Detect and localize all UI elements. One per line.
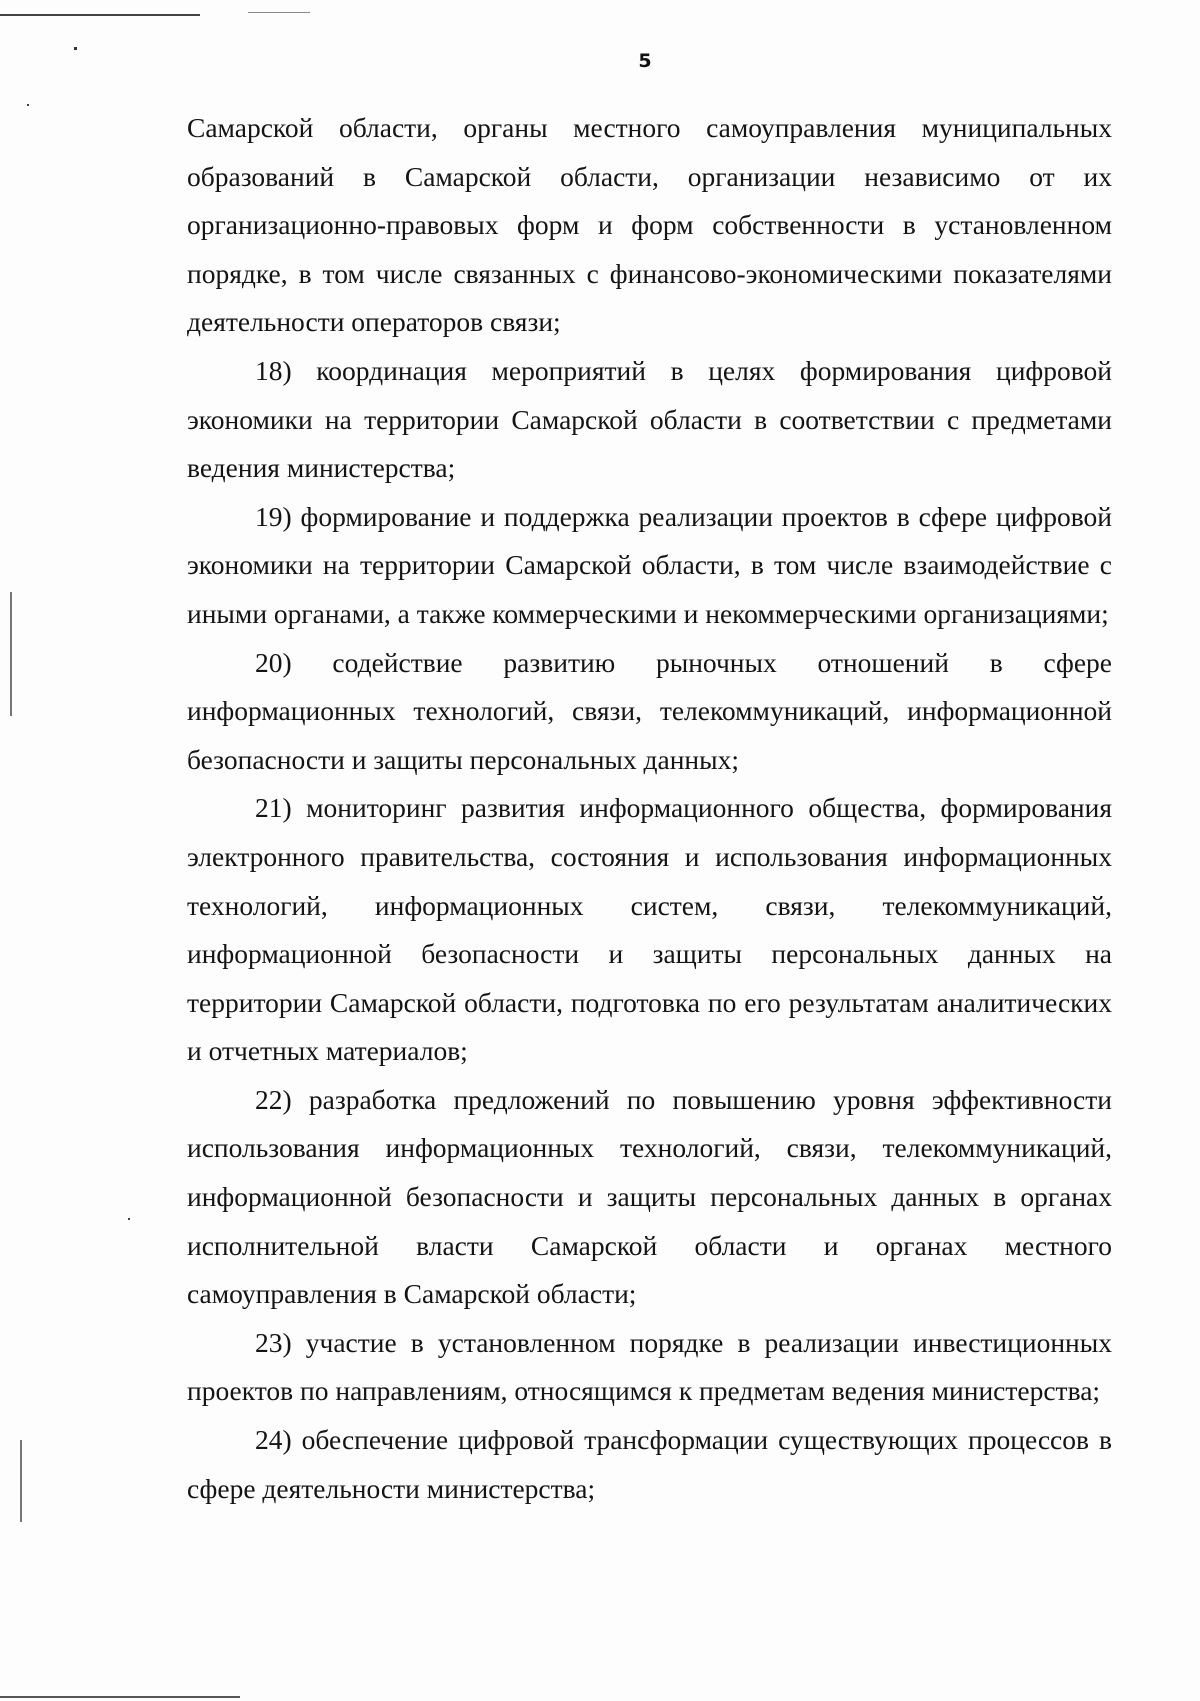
paragraph-item-18: 18) координация мероприятий в целях формирования цифровой экономики на территории Самарской области в соответствии с предметами ведения министерства; xyxy=(187,354,1112,484)
page-number: 5 xyxy=(638,50,652,72)
paragraph-item-20: 20) содействие развитию рыночных отношений в сфере информационных технологий, связи, телекоммуникаций, информационной безопасности и защиты персональных данных; xyxy=(187,646,1112,775)
paragraph-item-23: 23) участие в установленном порядке в реализации инвестиционных проектов по направлениям, относящимся к предметам ведения министерства; xyxy=(187,1326,1112,1407)
scan-artifact-top-line-2 xyxy=(248,12,310,13)
scan-artifact-dot-3 xyxy=(128,1218,130,1220)
scan-artifact-left-mark-2 xyxy=(20,1440,22,1522)
paragraph-continuation: Самарской области, органы местного самоуправления муниципальных образований в Самарской области, организации независимо от их организационно-правовых форм и форм собственности в установленном порядке, в том числе связанных с финансово-экономическими показателями деятельности операторов связи; xyxy=(187,112,1112,338)
paragraph-item-19: 19) формирование и поддержка реализации проектов в сфере цифровой экономики на территории Самарской области, в том числе взаимодействие с иными органами, а также коммерческими и некоммерческими организациями; xyxy=(187,500,1112,629)
paragraph-item-24: 24) обеспечение цифровой трансформации существующих процессов в сфере деятельности министерства; xyxy=(187,1424,1112,1504)
paragraph-item-22: 22) разработка предложений по повышению уровня эффективности использования информационных технологий, связи, телекоммуникаций, информационной безопасности и защиты персональных данных в органах исполнительной власти Самарской области и органах местного самоуправления в Самарской области; xyxy=(187,1083,1112,1310)
scan-artifact-bottom-line xyxy=(0,1696,240,1698)
paragraph-item-21: 21) мониторинг развития информационного общества, формирования электронного правительства, состояния и использования информационных технологий, информационных систем, связи, телекоммуникаций, информационной безопасности и защиты персональных данных на территории Самарской области, подготовка по его результатам аналитических и отчетных материалов; xyxy=(187,792,1112,1067)
scan-artifact-left-mark-1 xyxy=(10,592,12,716)
document-body xyxy=(187,104,1112,1513)
scan-artifact-dot-2 xyxy=(27,104,29,106)
scan-artifact-top-line xyxy=(0,14,200,16)
